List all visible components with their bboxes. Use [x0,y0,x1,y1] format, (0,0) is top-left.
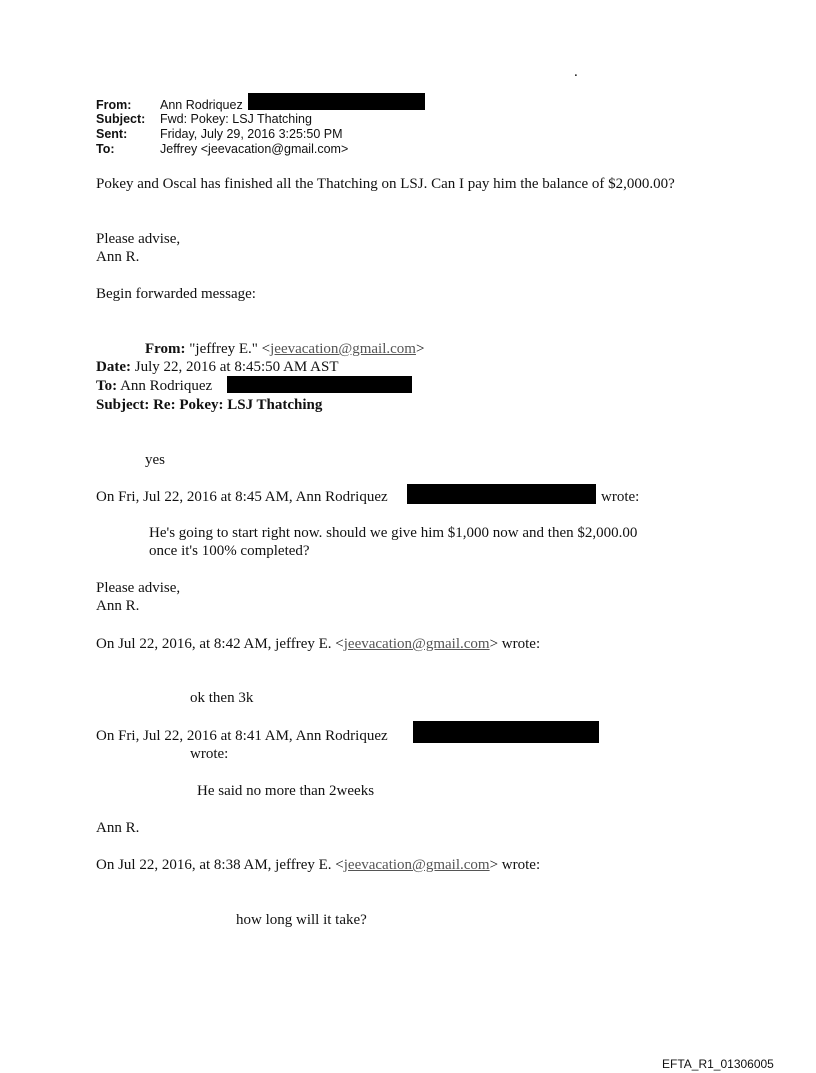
redaction-box [413,721,599,743]
quote-header-3-wrote: wrote: [190,746,229,762]
redaction-box [407,484,596,504]
fwd-date-value: July 22, 2016 at 8:45:50 AM AST [134,359,339,375]
message-line: how long will it take? [236,912,367,928]
to-value: Jeffrey <jeevacation@gmail.com> [160,142,349,156]
fwd-to-value: Ann Rodriquez [120,378,213,394]
fwd-date-line [96,358,339,376]
subject-label: Subject: [96,112,146,126]
signature: Ann R. [96,598,140,614]
signature: Ann R. [96,249,140,265]
fwd-from-pre: "jeffrey E." < [189,341,271,357]
redaction-box [227,376,412,393]
quote-header-2-pre: On Jul 22, 2016, at 8:42 AM, jeffrey E. < [96,636,344,652]
fwd-from-post: > [415,341,425,357]
fwd-subject-line [96,396,322,414]
quote-header-4-pre: On Jul 22, 2016, at 8:38 AM, jeffrey E. < [96,857,344,873]
fwd-from-label: From: [145,341,186,357]
sent-value: Friday, July 29, 2016 3:25:50 PM [160,127,343,141]
fwd-subject-value: Re: Pokey: LSJ Thatching [153,397,323,413]
fwd-from-email-link[interactable]: jeevacation@gmail.com [270,341,416,357]
fwd-subject-label: Subject: [96,397,150,413]
begin-forwarded: Begin forwarded message: [96,286,256,302]
signature: Ann R. [96,820,140,836]
advise-text: Please advise, [96,231,181,247]
message-line: once it's 100% completed? [149,543,310,559]
fwd-date-label: Date: [96,359,131,375]
reply-ok: ok then 3k [190,690,254,706]
quote-header-4 [96,856,540,874]
message-line: He's going to start right now. should we give him $1,000 now and then $2,000.00 [149,525,638,541]
quote-header-1-wrote: wrote: [601,489,640,505]
quote-header-3: On Fri, Jul 22, 2016 at 8:41 AM, Ann Rodriquez [96,728,388,744]
quote-header-1: On Fri, Jul 22, 2016 at 8:45 AM, Ann Rodriquez [96,489,388,505]
redaction-box [248,93,425,110]
to-label: To: [96,142,115,156]
from-label: From: [96,98,132,112]
subject-value: Fwd: Pokey: LSJ Thatching [160,112,312,126]
quote-header-2-post: > wrote: [489,636,541,652]
stray-mark: . [574,64,578,80]
quote-header-2 [96,635,540,653]
body-line: Pokey and Oscal has finished all the Thatching on LSJ. Can I pay him the balance of $2,000.00? [96,176,675,192]
from-value: Ann Rodriquez [160,98,243,112]
email-link[interactable]: jeevacation@gmail.com [343,636,490,652]
quote-header-4-post: > wrote: [489,857,541,873]
email-link[interactable]: jeevacation@gmail.com [343,857,490,873]
fwd-to-label: To: [96,378,118,394]
fwd-to-line [96,377,212,395]
sent-label: Sent: [96,127,128,141]
bates-number: EFTA_R1_01306005 [662,1057,774,1071]
reply-yes: yes [145,452,165,468]
fwd-from-line [145,340,424,358]
advise-text: Please advise, [96,580,181,596]
message-line: He said no more than 2weeks [197,783,375,799]
